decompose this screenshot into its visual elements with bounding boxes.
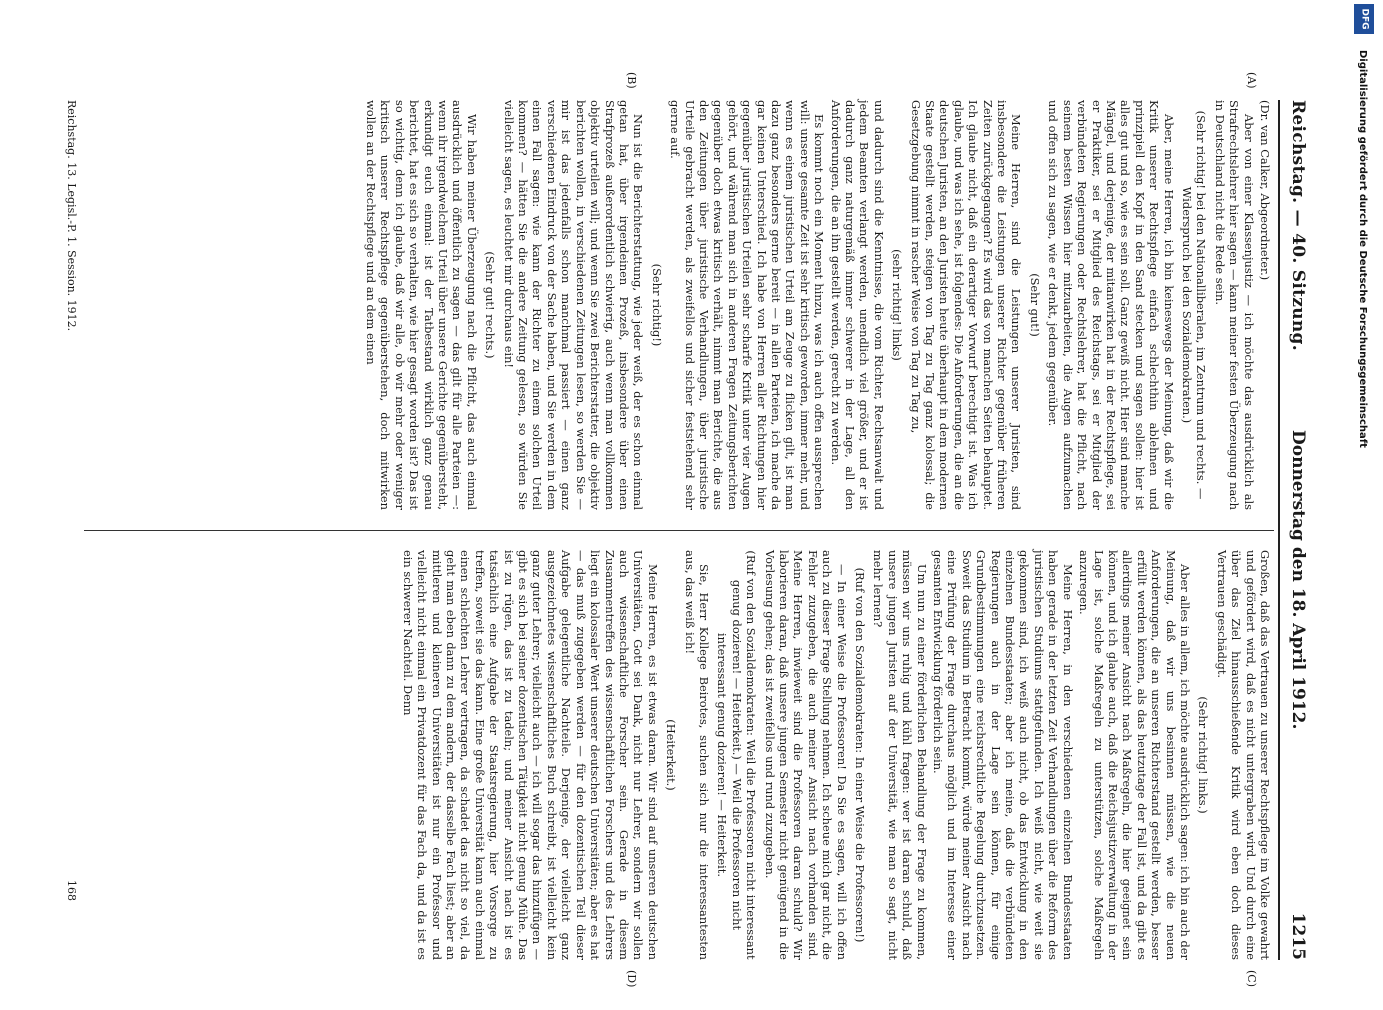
interjection: (Ruf von den Sozialdemokraten: In einer Weise die Professoren!) [853,567,868,943]
paragraph: Großen, daß das Vertrauen zu unserer Rechtspflege im Volke gewahrt und gefördert wird, daß es nicht untergraben wird. Und durch eine über das Ziel hinausschießende Kritik wird eben doch dieses Vertrauen geschädigt. [1214,550,1272,960]
header-date: Donnerstag den 18. April 1912. [1288,430,1308,730]
document-page [18,60,1318,1000]
dfg-logo [1354,4,1374,34]
paragraph: Aber, meine Herren, ich bin keineswegs der Meinung, daß wir die Kritik unserer Rechtspflege einfach schlechthin ablehnen und prinzipiell den Kopf in den Sand stecken und sagen sollen: hier ist alles gut und so, wie es sein soll. Ganz gewiß nicht. Hier sind manche Mängel, und derjenige, der mitanwirken hat in der Rechtspflege, sei er Praktiker, sei er Mitglied des Reichstags, sei er Mitglied der verbündeten Regierungen oder Rechtslehrer, hat die Pflicht, nach seinem besten Wissen hier mitzuarbeiten, die Augen aufzumachen und offen sich zu sagen, wie er denkt, jedem gegenüber. [1046,100,1176,510]
interjection: (Sehr richtig!) [649,263,664,347]
page-number: 1215 [1288,912,1308,960]
header-left: Reichstag. — 40. Sitzung. [1288,100,1308,351]
paragraph: Wir haben meiner Überzeugung nach die Pflicht, das auch einmal ausdrücklich und öffentlich zu sagen — das gilt für alle Parteien —: wenn ihr irgendwelchem Urteil über unsere Gerichte gegenübersteht, erkundigt euch einmal: ist der Tatbestand wirklich ganz genau berichtet, hat es sich so verhalten, wie hier gesagt worden ist? Das ist so wichtig, denn ich glaube, daß wir alle, ob wir mehr oder weniger kritisch unserer Rechtspflege gegenüberstehen, doch mitwirken wollen an der Rechtspflege und an dem einen [364,100,479,510]
margin-marker-b: (B) [625,72,638,89]
paragraph: Aber alles in allem, ich möchte ausdrücklich sagen: ich bin auch der Meinung, daß wir uns besinnen müssen, wie die neuen Anforderungen, die an unseren Richterstand gestellt werden, besser erfüllt werden können, als das heutzutage der Fall ist, und da gibt es allerdings meiner Ansicht nach Maßregeln, die hier geeignet sein können, und ich glaube auch, daß die Reichsjustizverwaltung in der Lage ist, solche Maßregeln zu unterstützen, solche Maßregeln anzuregen. [1077,550,1192,960]
interjection: (Sehr gut!) [1027,273,1042,337]
paragraph: Meine Herren, es ist etwas daran. Wir sind auf unseren deutschen Universitäten, Gott sei Dank, nicht nur Lehrer, sondern wir sollen auch wissenschaftliche Forscher sein. Gerade in diesem Zusammentreffen des wissenschaftlichen Forschers und des Lehrers liegt ein kolossaler Wert unserer deutschen Universitäten; aber es hat — das muß zugegeben werden — für den dozentischen Teil dieser Aufgabe gelegentliche Nachteile. Derjenige, der vielleicht ganz ausgezeichnetes wissenschaftliches Buch schreibt, ist vielleicht kein ganz guter Lehrer; vielleicht auch — ich will sogar das hinzufügen — gibt es sich bei seiner dozentischen Tätigkeit nicht genug Mühe. Das ist zu rügen, das ist zu tadeln; und meiner Ansicht nach ist es tatsächlich eine Aufgabe der Staatsregierung, hier Vorsorge zu treffen, soweit sie das kann. Eine große Universität kann auch einmal einen schlechten Lehrer vertragen, da schadet das nicht so viel, da geht man eben dann zu dem andern, der dasselbe Fach liest; aber an mittleren und kleineren Universitäten ist nur ein Professor und vielleicht nicht einmal ein Privatdozent für das Fach da, und da ist es ein schwerer Nachteil. Denn [400,550,660,960]
speaker-line: (Dr. van Calker, Abgeordneter.) [1258,100,1272,281]
margin-marker-d: (D) [625,970,638,988]
dfg-logo-text: DFG [1359,8,1370,30]
attribution-text: Digitalisierung gefördert durch die Deutsche Forschungsgemeinschaft [1357,50,1368,448]
footer-sheet-number: 168 [65,880,78,901]
running-head [1284,100,1308,960]
digitization-note [1350,10,1370,990]
header-rule [1278,100,1280,960]
interjection: (sehr richtig! links) [890,249,905,361]
paragraph: Aber von einer Klassenjustiz — ich möchte das ausdrücklich als Strafrechtslehrer hier sagen — kann meiner festen Überzeugung nach in Deutschland nicht die Rede sein. [1212,100,1256,510]
paragraph: Es kommt noch ein Moment hinzu, was ich auch offen aussprechen will: unsere gesamte Zeit ist sehr kritisch geworden, immer mehr, und wenn es einem juristischen Urteil am Zeuge zu flicken gilt, ist man dazu ganz besonders gerne bereit — in allen Parteien, ich mache da gar keinen Unterschied. Ich habe von Herren aller Richtungen hier gegenüber juristischen Urteilen sehr scharfe Kritik unter vier Augen gehört, und während man sich in anderen Fragen Zeitungsberichten gegenüber doch etwas kritisch verhält, nimmt man Berichte, die aus den Zeitungen über juristische Verhandlungen, über juristische Urteile gebracht werden, als zweifellos und sicher feststehend sehr gerne auf. [668,100,827,510]
column-divider [84,530,1274,531]
interjection: (Heiterkeit.) [664,719,679,791]
paragraph: Nun ist die Berichterstattung, wie jeder weiß, der es schon einmal getan hat, über irgendeinen Prozeß, insbesondere über einen Strafprozeß außerordentlich schwierig, auch wenn man vollkommen objektiv urteilen will; und wenn Sie zwei Berichterstatter, die objektiv berichten wollen, in verschiedenen Zeitungen lesen, so werden Sie — mir ist das jedenfalls schon manchmal passiert — einen ganz verschiedenen Eindruck von der Sache haben, und Sie werden in dem einen Fall sagen: wie kann der Richter zu einem solchen Urteil kommen? — hätten Sie die andere Zeitung gelesen, so würden Sie vielleicht sagen, es leuchtet mir durchaus ein! [501,100,646,510]
interjection: (Sehr richtig! links.) [1196,696,1211,814]
paragraph: Meine Herren, sind die Leistungen unserer Juristen, sind insbesondere die Leistungen unserer Richter gegenüber früheren Zeiten zurückgegangen? Es wird das von manchen Seiten behauptet. Ich glaube nicht, daß ein derartiger Vorwurf berechtigt ist. Was ich glaube, und was ich sehe, ist folgendes: Die Anforderungen, die an die deutschen Juristen, an den Juristen heute überhaupt in dem modernen Staate gestellt werden, steigen von Tag zu Tag ganz kolossal; die Gesetzgebung nimmt in rascher Weise von Tag zu Tag zu, [908,100,1024,510]
interjection: (Sehr gut! rechts.) [483,251,498,359]
paragraph: Sie, Herr Kollege Beirotes, suchen sich nur die interessantesten aus, das weiß ich! [682,550,711,960]
interjection: (Sehr richtig! bei den Nationalliberalen, im Zentrum und rechts. — Widerspruch bei den Sozialdemokraten.) [1179,110,1209,500]
footer-session: Reichstag. 13. Legisl.-P. 1. Session. 1912. [65,100,78,332]
interjection: (Ruf von den Sozialdemokraten: Weil die Professoren nicht interessant genug dozieren! — Heiterkeit.) — Weil die Professoren nicht interessant genug dozieren! — Heiterkeit. [715,550,759,960]
paragraph: und dadurch sind die Kenntnisse, die vom Richter, Rechtsanwalt und jedem Beamten verlangt werden, unendlich viel größer, und er ist dadurch ganz naturgemäß immer schwerer in der Lage, all den Anforderungen, die an ihn gestellt werden, gerecht zu werden. [828,100,886,510]
margin-marker-c: (C) [1245,970,1258,987]
left-column [362,100,1272,510]
paragraph: — In einer Weise die Professoren! Da Sie es sagen, will ich offen auch zu dieser Frage Stellung nehmen. Ich scheue mich gar nicht, die Fehler zuzugeben, die auch meiner Ansicht nach vorhanden sind. Meine Herren, inwieweit sind die Professoren daran schuld? Wir laborieren daran, daß unsere jungen Semester nicht genügend in die Vorlesung gehen; das ist zweifellos und rund zuzugeben. [762,550,849,960]
right-column [398,550,1272,960]
paragraph: Meine Herren, in den verschiedenen einzelnen Bundesstaaten haben gerade in der letzten Zeit Verhandlungen über die Reform des juristischen Studiums stattgefunden. Ich weiß nicht, wie weit sie gekommen sind, ich weiß auch nicht, ob das Entwicklung in den einzelnen Bundesstaaten; aber ich meine, daß die verbündeten Regierungen auch in der Lage sein können, für einige Grundbestimmungen eine reichsrechtliche Regelung durchzusetzen. Soweit das Studium in Betracht kommt, würde meiner Ansicht nach eine Prüfung der Frage durchaus möglich und im Interesse einer gesamten Entwicklung förderlich sein. [931,550,1075,960]
margin-marker-a: (A) [1245,72,1258,89]
paragraph: Um nun zu einer förderlichen Behandlung der Frage zu kommen, müssen wir uns ruhig und kühl fragen: wer ist daran schuld, daß unsere jungen Juristen auf der Universität, wie man so sagt, nicht mehr lernen? [871,550,929,960]
